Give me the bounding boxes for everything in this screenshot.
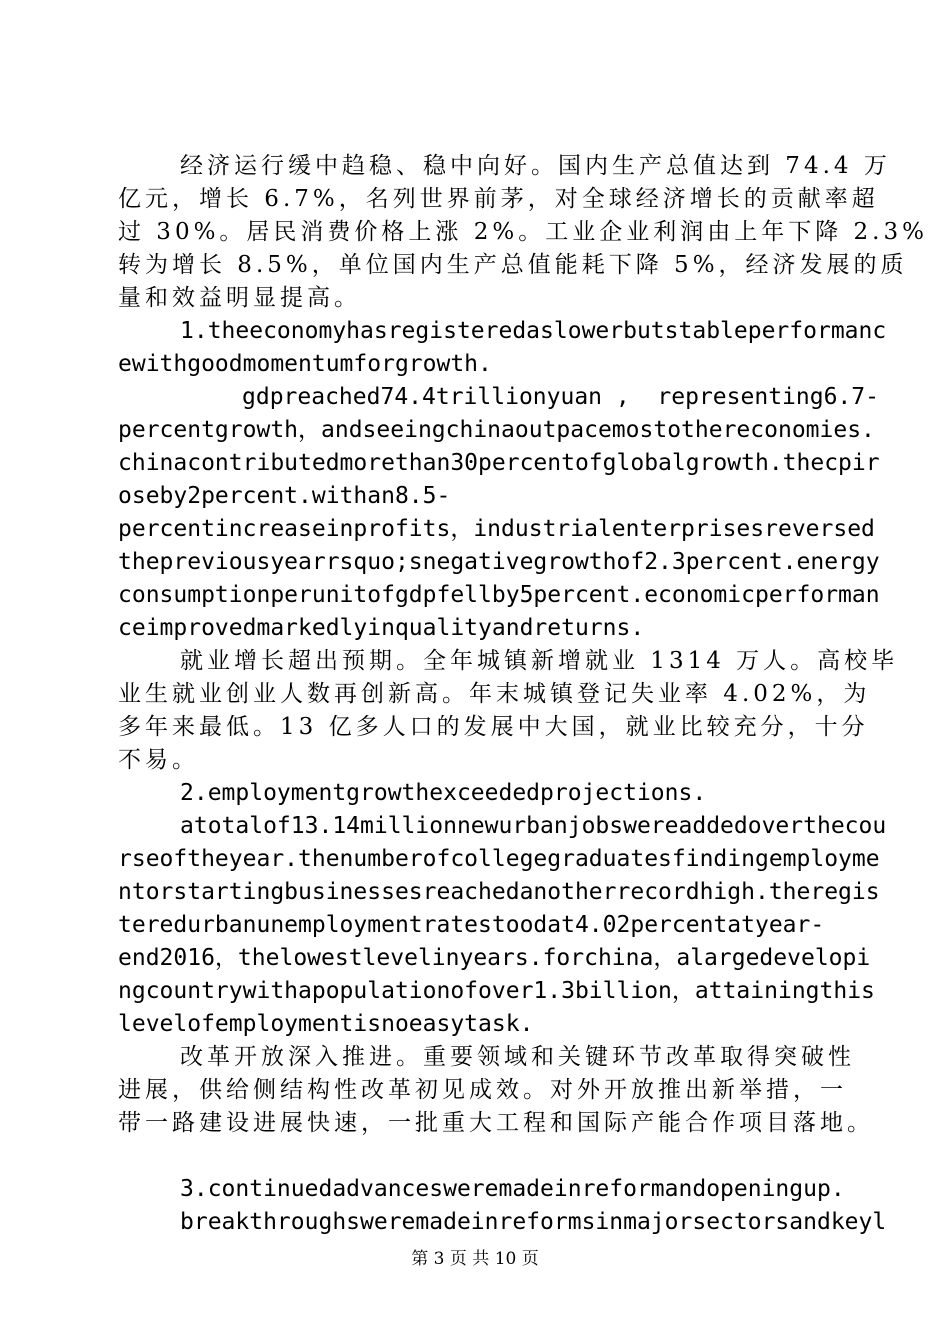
text-line: ngcountrywithapopulationofover1.3billion，attainingthis xyxy=(118,978,875,1004)
text-line: 改革开放深入推进。重要领域和关键环节改革取得突破性 xyxy=(180,1044,855,1070)
text-line: oseby2percent.withan8.5- xyxy=(118,483,451,509)
document-body xyxy=(118,150,928,1239)
text-line: 量和效益明显提高。 xyxy=(118,285,361,311)
text-line: ceimprovedmarkedlyinqualityandreturns. xyxy=(118,615,645,641)
text-line: 2.employmentgrowthexceededprojections. xyxy=(180,780,707,806)
text-line: 3.continuedadvancesweremadeinreformandopeningup. xyxy=(180,1176,845,1202)
text-line: percentgrowth，andseeingchinaoutpacemostothereconomies. xyxy=(118,417,875,443)
text-line: 亿元，增长 6.7%，名列世界前茅，对全球经济增长的贡献率超 xyxy=(118,186,879,212)
text-line: 就业增长超出预期。全年城镇新增就业 1314 万人。高校毕 xyxy=(180,648,899,674)
text-line: 进展，供给侧结构性改革初见成效。对外开放推出新举措，一 xyxy=(118,1077,847,1103)
text-line: 多年来最低。13 亿多人口的发展中大国，就业比较充分，十分 xyxy=(118,714,869,740)
page-number-footer: 第 3 页 共 10 页 xyxy=(411,1249,539,1269)
text-line: 带一路建设进展快速，一批重大工程和国际产能合作项目落地。 xyxy=(118,1110,874,1136)
text-line: 1.theeconomyhasregisteredaslowerbutstableperformanc xyxy=(180,318,887,344)
text-line: 转为增长 8.5%，单位国内生产总值能耗下降 5%，经济发展的质 xyxy=(118,252,908,278)
text-line: breakthroughsweremadeinreformsinmajorsectorsandkeyl xyxy=(180,1209,887,1235)
text-line: 过 30%。居民消费价格上涨 2%。工业企业利润由上年下降 2.3% xyxy=(118,219,928,245)
text-line: 经济运行缓中趋稳、稳中向好。国内生产总值达到 74.4 万 xyxy=(180,153,891,179)
text-line: end2016，thelowestlevelinyears.forchina，alargedevelopi xyxy=(118,945,871,971)
text-line: levelofemploymentisnoeasytask. xyxy=(118,1011,534,1037)
text-line: thepreviousyearrsquo;snegativegrowthof2.3percent.energy xyxy=(118,549,880,575)
text-line: 业生就业创业人数再创新高。年末城镇登记失业率 4.02%，为 xyxy=(118,681,871,707)
text-line: teredurbanunemploymentratestoodat4.02percentatyear- xyxy=(118,912,825,938)
text-line: percentincreaseinprofits，industrialenterprisesreversed xyxy=(118,516,875,542)
text-line: atotalof13.14millionnewurbanjobswereaddedoverthecou xyxy=(180,813,887,839)
text-line: chinacontributedmorethan30percentofglobalgrowth.thecpir xyxy=(118,450,880,476)
paragraph-gap xyxy=(118,1140,834,1173)
text-line: consumptionperunitofgdpfellby5percent.economicperforman xyxy=(118,582,880,608)
text-line: gdpreached74.4trillionyuan , representing6.7- xyxy=(242,384,879,410)
text-line: ewithgoodmomentumforgrowth. xyxy=(118,351,492,377)
text-line: ntorstartingbusinessesreachedanotherrecordhigh.theregis xyxy=(118,879,880,905)
text-line: rseoftheyear.thenumberofcollegegraduatesfindingemployme xyxy=(118,846,880,872)
text-line: 不易。 xyxy=(118,747,199,773)
